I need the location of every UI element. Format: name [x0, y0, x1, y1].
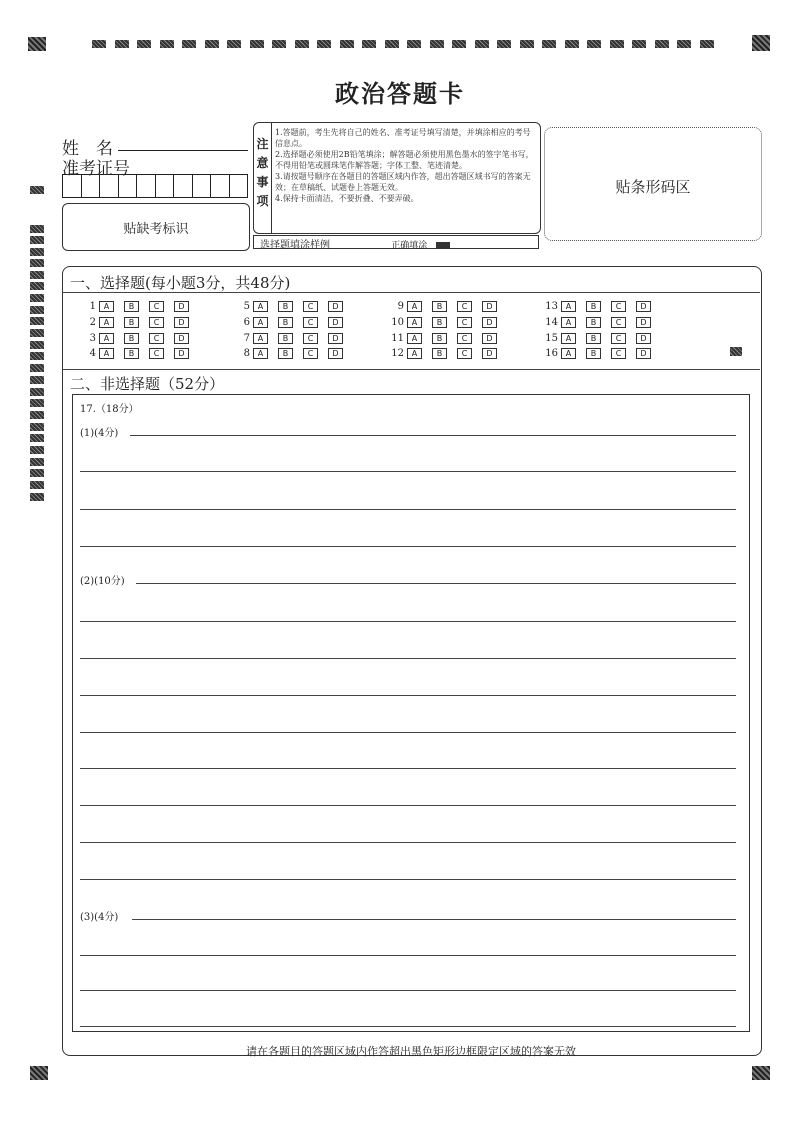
- mc-question-row: [234, 347, 353, 359]
- timing-mark: [30, 469, 44, 477]
- timing-mark: [205, 40, 219, 48]
- timing-mark: [30, 493, 44, 501]
- answer-line[interactable]: [80, 955, 736, 956]
- page-title: 政治答题卡: [335, 79, 465, 108]
- timing-mark: [520, 40, 534, 48]
- mc-option-bubble[interactable]: C: [611, 348, 626, 359]
- mc-option-bubble[interactable]: C: [611, 301, 626, 312]
- filled-bubble: [436, 242, 450, 249]
- mc-option-bubble[interactable]: C: [457, 317, 472, 328]
- mc-option-bubble[interactable]: B: [432, 317, 447, 328]
- mc-question-number: 10: [391, 316, 404, 328]
- mc-option-bubble[interactable]: D: [328, 333, 343, 344]
- mc-option-bubble[interactable]: A: [99, 348, 114, 359]
- mc-question-number: 16: [545, 347, 558, 359]
- section1-divider: [62, 292, 760, 293]
- mc-option-bubble[interactable]: C: [457, 348, 472, 359]
- timing-mark: [30, 423, 44, 431]
- mc-question-row: [388, 332, 507, 344]
- name-field[interactable]: [118, 150, 248, 151]
- timing-mark: [655, 40, 669, 48]
- mc-option-bubble[interactable]: A: [561, 333, 576, 344]
- timing-mark: [30, 329, 44, 337]
- mc-option-bubble[interactable]: C: [303, 301, 318, 312]
- timing-mark: [677, 40, 691, 48]
- answer-line[interactable]: [80, 732, 736, 733]
- mc-option-bubble[interactable]: A: [253, 333, 268, 344]
- mc-question-number: 5: [243, 300, 250, 312]
- mc-option-bubble[interactable]: B: [586, 301, 601, 312]
- mc-question-number: 11: [391, 332, 404, 344]
- mc-question-row: [80, 347, 199, 359]
- answer-line[interactable]: [80, 768, 736, 769]
- mc-question-number: 3: [89, 332, 96, 344]
- mc-option-bubble[interactable]: C: [611, 333, 626, 344]
- mc-option-bubble[interactable]: D: [174, 317, 189, 328]
- mc-question-number: 4: [89, 347, 96, 359]
- corner-mark-top-left: [28, 37, 46, 51]
- mc-option-bubble[interactable]: D: [482, 317, 497, 328]
- mc-option-bubble[interactable]: B: [586, 317, 601, 328]
- mc-option-bubble[interactable]: C: [149, 317, 164, 328]
- mc-question-number: 1: [89, 300, 96, 312]
- mc-option-bubble[interactable]: C: [149, 301, 164, 312]
- mc-option-bubble[interactable]: B: [432, 333, 447, 344]
- barcode-label: 贴条形码区: [615, 178, 691, 196]
- timing-mark: [385, 40, 399, 48]
- timing-mark: [30, 376, 44, 384]
- section1-bottom-rule: [62, 369, 760, 370]
- instructions-side-label: 注 意 事 项: [254, 123, 272, 233]
- mc-option-bubble[interactable]: C: [611, 317, 626, 328]
- answer-line[interactable]: [80, 509, 736, 510]
- mc-question-number: 6: [243, 316, 250, 328]
- mc-question-number: 12: [391, 347, 404, 359]
- mc-question-number: 7: [243, 332, 250, 344]
- mc-option-bubble[interactable]: B: [432, 348, 447, 359]
- mc-option-bubble[interactable]: D: [636, 317, 651, 328]
- mc-option-bubble[interactable]: D: [328, 301, 343, 312]
- mc-option-bubble[interactable]: B: [124, 348, 139, 359]
- mc-option-bubble[interactable]: C: [457, 333, 472, 344]
- q17-label: 17.（18分）: [80, 404, 139, 415]
- timing-mark: [452, 40, 466, 48]
- mc-option-bubble[interactable]: A: [99, 317, 114, 328]
- timing-mark: [115, 40, 129, 48]
- mc-option-bubble[interactable]: B: [124, 317, 139, 328]
- mc-option-bubble[interactable]: C: [457, 301, 472, 312]
- mc-question-row: [542, 300, 661, 312]
- timing-mark: [700, 40, 714, 48]
- absent-sticker-label: 贴缺考标识: [123, 222, 189, 237]
- timing-mark: [587, 40, 601, 48]
- mc-question-number: 2: [89, 316, 96, 328]
- mc-question-number: 9: [397, 300, 404, 312]
- q17-sub1-label: (1)(4分): [80, 428, 119, 439]
- mc-question-row: [542, 332, 661, 344]
- answer-line[interactable]: [80, 621, 736, 622]
- timing-mark: [30, 248, 44, 256]
- fill-sample: [253, 235, 539, 249]
- timing-mark: [30, 481, 44, 489]
- timing-mark: [30, 236, 44, 244]
- answer-line[interactable]: [80, 658, 736, 659]
- timing-mark: [475, 40, 489, 48]
- answer-line[interactable]: [80, 805, 736, 806]
- section1-title: 一、选择题(每小题3分，共48分): [70, 274, 291, 292]
- mc-question-number: 8: [243, 347, 250, 359]
- mc-option-bubble[interactable]: D: [482, 301, 497, 312]
- mc-option-bubble[interactable]: A: [407, 301, 422, 312]
- q17-sub2-line[interactable]: [136, 583, 736, 584]
- mc-question-row: [388, 300, 507, 312]
- mc-option-bubble[interactable]: D: [636, 333, 651, 344]
- answer-line[interactable]: [80, 546, 736, 547]
- answer-line[interactable]: [80, 842, 736, 843]
- footer-warning: 请在各题目的答题区域内作答超出黑色矩形边框限定区域的答案无效: [246, 1045, 576, 1058]
- mc-option-bubble[interactable]: A: [99, 333, 114, 344]
- mc-option-bubble[interactable]: B: [586, 348, 601, 359]
- q17-sub2-label: (2)(10分): [80, 576, 125, 587]
- timing-mark: [30, 317, 44, 325]
- name-label: 姓 名: [62, 139, 113, 159]
- timing-mark: [30, 294, 44, 302]
- timing-mark: [92, 40, 106, 48]
- timing-mark: [430, 40, 444, 48]
- mc-option-bubble[interactable]: B: [278, 348, 293, 359]
- timing-mark: [272, 40, 286, 48]
- section2-title: 二、非选择题（52分）: [70, 375, 225, 393]
- corner-mark-top-right: [752, 35, 770, 51]
- mc-question-row: [234, 300, 353, 312]
- mc-option-bubble[interactable]: C: [303, 333, 318, 344]
- q17-box: [72, 394, 750, 1032]
- fill-sample-label: 选择题填涂样例: [260, 240, 330, 251]
- timing-mark: [30, 458, 44, 466]
- timing-mark: [182, 40, 196, 48]
- mc-question-row: [234, 332, 353, 344]
- mc-option-bubble[interactable]: B: [586, 333, 601, 344]
- mc-option-bubble[interactable]: A: [99, 301, 114, 312]
- mc-option-bubble[interactable]: B: [278, 333, 293, 344]
- mc-option-bubble[interactable]: D: [482, 348, 497, 359]
- mc-question-number: 14: [545, 316, 558, 328]
- barcode-area: [544, 127, 762, 241]
- timing-mark: [227, 40, 241, 48]
- mc-option-bubble[interactable]: A: [253, 317, 268, 328]
- timing-mark: [30, 186, 44, 194]
- mc-option-bubble[interactable]: A: [561, 301, 576, 312]
- timing-mark: [632, 40, 646, 48]
- mc-option-bubble[interactable]: D: [482, 333, 497, 344]
- mc-option-bubble[interactable]: D: [328, 348, 343, 359]
- mc-question-row: [234, 316, 353, 328]
- timing-mark: [30, 364, 44, 372]
- timing-mark: [30, 271, 44, 279]
- mc-option-bubble[interactable]: D: [174, 301, 189, 312]
- answer-line[interactable]: [80, 990, 736, 991]
- mc-option-bubble[interactable]: C: [149, 333, 164, 344]
- mc-option-bubble[interactable]: A: [561, 348, 576, 359]
- timing-mark: [30, 446, 44, 454]
- mc-option-bubble[interactable]: C: [149, 348, 164, 359]
- mc-option-bubble[interactable]: A: [253, 348, 268, 359]
- mc-question-row: [388, 347, 507, 359]
- mc-option-bubble[interactable]: A: [253, 301, 268, 312]
- mc-option-bubble[interactable]: B: [432, 301, 447, 312]
- timing-mark: [137, 40, 151, 48]
- id-number-grid[interactable]: [62, 174, 248, 198]
- instructions-box: [253, 122, 541, 234]
- answer-line[interactable]: [80, 879, 736, 880]
- timing-mark: [362, 40, 376, 48]
- mc-option-bubble[interactable]: D: [174, 333, 189, 344]
- mc-question-number: 13: [545, 300, 558, 312]
- mc-question-row: [388, 316, 507, 328]
- instructions-text: 1.答题前，考生先将自己的姓名、准考证号填写清楚，并填涂相应的考号信息点。 2.选择题必须使用2B铅笔填涂；解答题必须使用黑色墨水的签字笔书写，不得用铅笔或圆珠笔作解答题；字体工整、笔迹清楚。 3.请按题号顺序在各题目的答题区域内作答，超出答题区域书写的答案无效；在草稿纸、试题卷上答题无效。 4.保持卡面清洁，不要折叠、不要弄破。: [275, 128, 534, 203]
- answer-line[interactable]: [80, 695, 736, 696]
- mc-option-bubble[interactable]: D: [174, 348, 189, 359]
- mc-option-bubble[interactable]: B: [124, 333, 139, 344]
- timing-mark: [30, 259, 44, 267]
- q17-sub1-line[interactable]: [130, 435, 736, 436]
- mc-option-bubble[interactable]: B: [124, 301, 139, 312]
- timing-mark: [30, 434, 44, 442]
- mc-option-bubble[interactable]: C: [303, 348, 318, 359]
- timing-mark: [610, 40, 624, 48]
- absent-sticker-area: [62, 203, 250, 251]
- timing-mark: [295, 40, 309, 48]
- mc-option-bubble[interactable]: A: [407, 333, 422, 344]
- timing-mark: [30, 341, 44, 349]
- mc-question-row: [542, 347, 661, 359]
- timing-mark: [542, 40, 556, 48]
- timing-mark: [250, 40, 264, 48]
- timing-mark: [317, 40, 331, 48]
- timing-mark: [30, 411, 44, 419]
- timing-mark: [340, 40, 354, 48]
- q17-sub3-label: (3)(4分): [80, 912, 119, 923]
- corner-mark-bottom-left: [30, 1066, 48, 1080]
- mc-option-bubble[interactable]: D: [636, 348, 651, 359]
- mc-question-number: 15: [545, 332, 558, 344]
- timing-mark: [30, 282, 44, 290]
- mc-question-row: [80, 316, 199, 328]
- timing-mark: [407, 40, 421, 48]
- mc-question-row: [542, 316, 661, 328]
- answer-line[interactable]: [80, 471, 736, 472]
- mc-option-bubble[interactable]: D: [636, 301, 651, 312]
- timing-mark: [30, 399, 44, 407]
- timing-mark: [30, 388, 44, 396]
- correct-fill-label: 正确填涂: [391, 241, 428, 251]
- mc-question-row: [80, 300, 199, 312]
- timing-mark: [30, 352, 44, 360]
- mc-option-bubble[interactable]: A: [407, 317, 422, 328]
- timing-mark: [497, 40, 511, 48]
- mc-option-bubble[interactable]: A: [561, 317, 576, 328]
- section1-mark: [730, 347, 742, 356]
- answer-line[interactable]: [80, 1026, 736, 1027]
- mc-option-bubble[interactable]: C: [303, 317, 318, 328]
- q17-sub3-line[interactable]: [132, 919, 736, 920]
- mc-question-row: [80, 332, 199, 344]
- id-label: 准考证号: [62, 159, 130, 179]
- corner-mark-bottom-right: [752, 1066, 770, 1080]
- timing-mark: [160, 40, 174, 48]
- timing-mark: [30, 306, 44, 314]
- mc-option-bubble[interactable]: B: [278, 301, 293, 312]
- mc-option-bubble[interactable]: A: [407, 348, 422, 359]
- mc-option-bubble[interactable]: D: [328, 317, 343, 328]
- timing-mark: [30, 225, 44, 233]
- timing-mark: [565, 40, 579, 48]
- mc-option-bubble[interactable]: B: [278, 317, 293, 328]
